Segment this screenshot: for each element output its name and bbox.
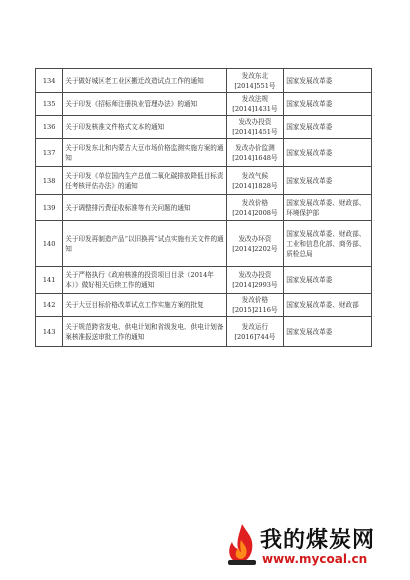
row-department: 国家发展改革委 — [284, 267, 372, 294]
row-number: 142 — [36, 294, 63, 317]
row-document-number: 发改价格 [2014]2008号 — [226, 195, 284, 221]
table-row — [36, 267, 372, 294]
row-number: 143 — [36, 317, 63, 347]
row-title: 关于规范跨省发电、供电计划和省级发电、供电计划备案核准报送审批工作的通知 — [63, 317, 226, 347]
row-number: 134 — [36, 69, 63, 93]
row-title: 关于做好城区老工业区搬迁改造试点工作的通知 — [63, 69, 226, 93]
site-url: www.mycoal.cn — [262, 552, 368, 566]
row-number: 136 — [36, 116, 63, 139]
row-title: 关于印发核准文件格式文本的通知 — [63, 116, 226, 139]
row-title: 关于印发再制造产品“以旧换再”试点实施有关文件的通知 — [63, 221, 226, 267]
row-title: 关于印发《招标师注册执业管理办法》的通知 — [63, 93, 226, 116]
table-row — [36, 221, 372, 267]
row-number: 135 — [36, 93, 63, 116]
row-number: 139 — [36, 195, 63, 221]
row-document-number: 发改办投资 [2014]2993号 — [226, 267, 284, 294]
row-department: 国家发展改革委 — [284, 93, 372, 116]
row-title: 关于调整排污费征收标准等有关问题的通知 — [63, 195, 226, 221]
row-department: 国家发展改革委 — [284, 167, 372, 195]
table-row — [36, 93, 372, 116]
table-row — [36, 294, 372, 317]
table-row — [36, 69, 372, 93]
row-document-number: 发改价格 [2015]2116号 — [226, 294, 284, 317]
row-document-number: 发改运行 [2016]744号 — [226, 317, 284, 347]
flame-logo-icon — [224, 522, 260, 566]
row-document-number: 发改办价监测 [2014]1648号 — [226, 139, 284, 167]
row-department: 国家发展改革委、财政部 — [284, 294, 372, 317]
row-number: 138 — [36, 167, 63, 195]
table-row — [36, 139, 372, 167]
row-title: 关于严格执行《政府核准的投资项目目录（2014年本）》做好相关后续工作的通知 — [63, 267, 226, 294]
row-number: 137 — [36, 139, 63, 167]
row-department: 国家发展改革委 — [284, 317, 372, 347]
row-document-number: 发改气候 [2014]1828号 — [226, 167, 284, 195]
table-row — [36, 317, 372, 347]
row-department: 国家发展改革委 — [284, 69, 372, 93]
row-title: 关于印发东北和内蒙古大豆市场价格监测实施方案的通知 — [63, 139, 226, 167]
row-title: 关于大豆目标价格改革试点工作实施方案的批复 — [63, 294, 226, 317]
site-name: 我的煤炭网 — [260, 528, 376, 553]
row-department: 国家发展改革委 — [284, 139, 372, 167]
table-row — [36, 116, 372, 139]
row-document-number: 发改办投资 [2014]1451号 — [226, 116, 284, 139]
row-department: 国家发展改革委、财政部、工业和信息化部、商务部、质检总局 — [284, 221, 372, 267]
row-number: 141 — [36, 267, 63, 294]
row-document-number: 发改法规 [2014]1431号 — [226, 93, 284, 116]
document-table — [35, 68, 372, 347]
row-title: 关于印发《单位国内生产总值二氧化碳排放降低目标责任考核评估办法》的通知 — [63, 167, 226, 195]
row-document-number: 发改东北 [2014]551号 — [226, 69, 284, 93]
row-department: 国家发展改革委 — [284, 116, 372, 139]
table-row — [36, 195, 372, 221]
row-number: 140 — [36, 221, 63, 267]
table-row — [36, 167, 372, 195]
row-department: 国家发展改革委、财政部、环境保护部 — [284, 195, 372, 221]
row-document-number: 发改办环资 [2014]2202号 — [226, 221, 284, 267]
